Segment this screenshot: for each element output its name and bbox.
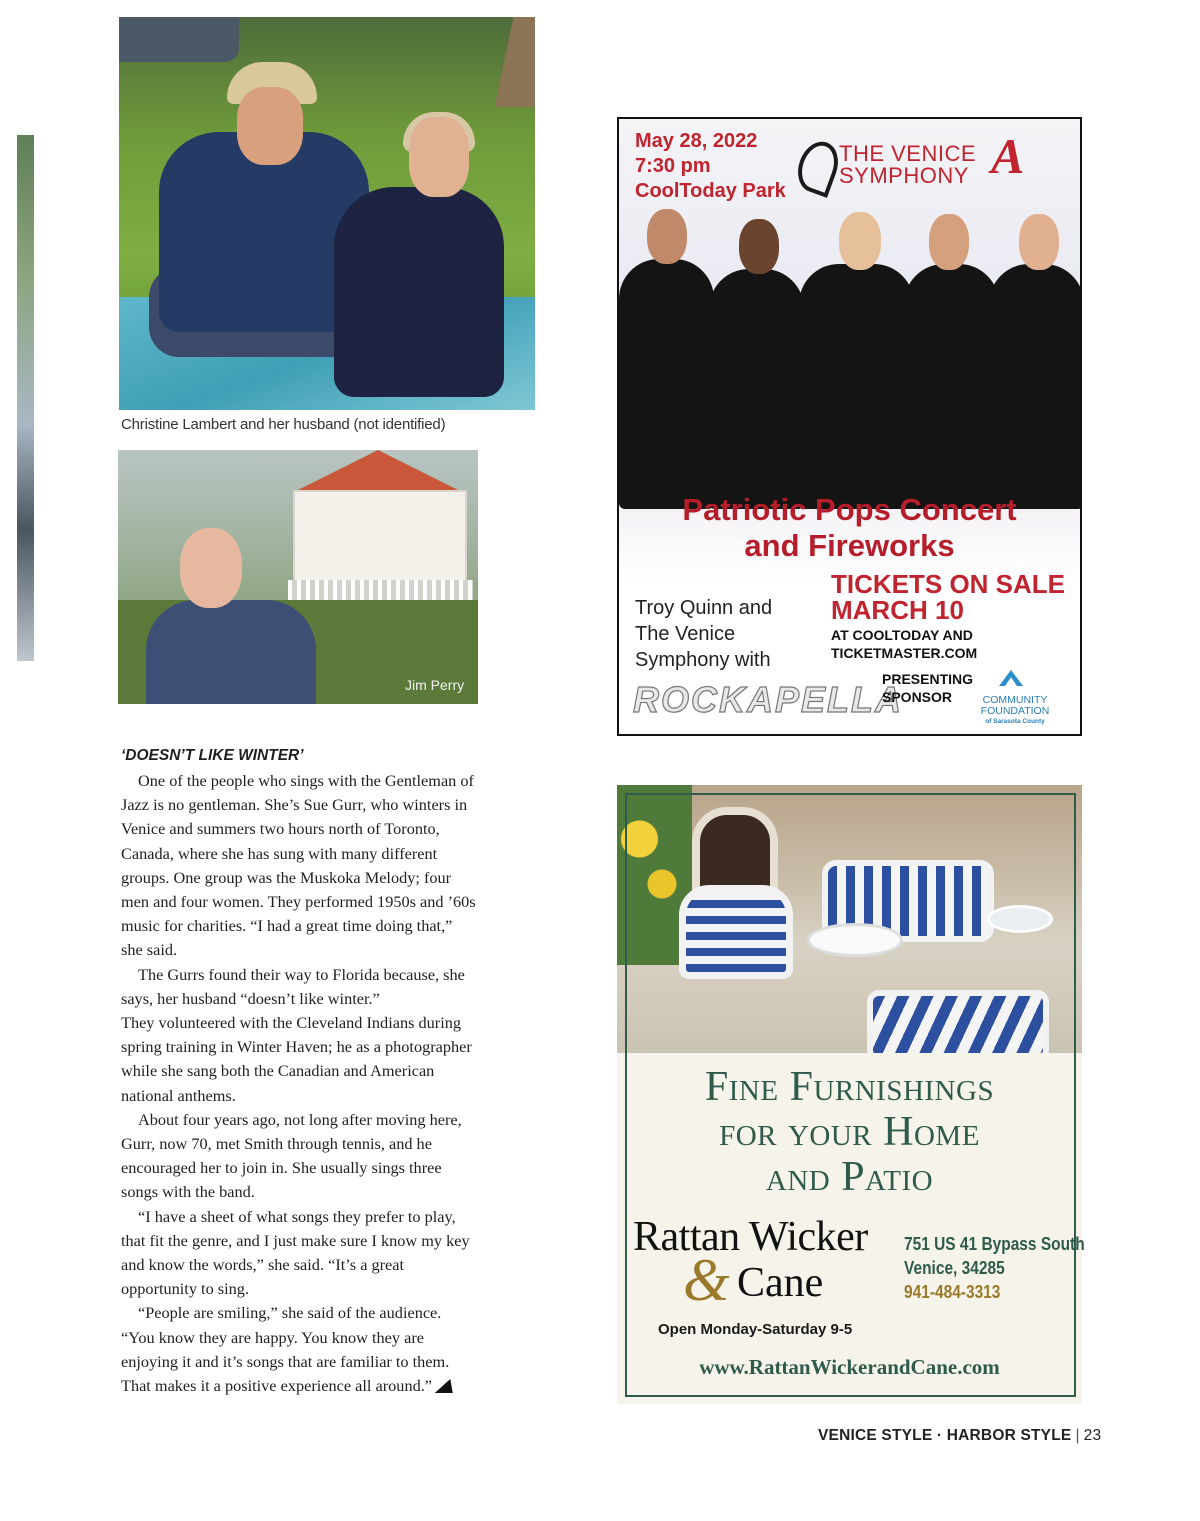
brand-name-line1: Rattan Wicker: [633, 1214, 868, 1260]
photo-credit: Jim Perry: [405, 677, 465, 693]
performers-text: [635, 595, 805, 673]
article-body: [121, 745, 476, 1398]
presenting-line2: SPONSOR: [882, 689, 953, 705]
couple-photo: [119, 17, 535, 410]
section-heading: ‘DOESN’T LIKE WINTER’: [121, 747, 304, 764]
symphony-logo-icon: [791, 136, 844, 198]
article-paragraph: One of the people who sings with the Gentleman of Jazz is no gentleman. She’s Sue Gurr, who winters in Venice and summers two hours north of Toronto, Canada, where she has sung with many different groups. One group was the Muskoka Melody; four men and four women. They performed 1950s and ’60s music for charities. “I had a great time doing that,” she said.: [121, 771, 476, 960]
article-paragraph: “I have a sheet of what songs they prefer to play, that fit the genre, and I just make sure I know my key and know the words,” she said. “It’s a great opportunity to sing.: [121, 1206, 470, 1299]
performers-line1: Troy Quinn and: [635, 597, 773, 619]
photo-caption: Christine Lambert and her husband (not identified): [121, 416, 446, 433]
address-line1: 751 US 41 Bypass South: [904, 1234, 1085, 1254]
title-line1: Fine Furnishings: [704, 1064, 995, 1110]
event-date-block: [635, 129, 786, 204]
address-line2: Venice, 34285: [904, 1258, 1005, 1278]
singers-photo: [619, 204, 1080, 504]
store-website: www.RattanWickerandCane.com: [699, 1355, 1000, 1379]
rockapella-logo: ROCKAPELLA: [633, 679, 903, 720]
symphony-name-line1: THE VENICE: [839, 141, 977, 166]
sponsor-line1: COMMUNITY: [982, 694, 1048, 706]
performers-line2: The Venice: [635, 623, 736, 645]
outlets-line1: AT COOLTODAY AND: [831, 627, 973, 643]
presenting-sponsor-label: [882, 670, 973, 706]
community-foundation-logo: [975, 695, 1055, 726]
headline-line1: Patriotic Pops Concert: [682, 492, 1017, 527]
palm-a-logo-icon: A: [991, 128, 1025, 184]
brand-ampersand: &: [683, 1247, 730, 1313]
ticket-outlets: [831, 626, 977, 662]
furniture-ad: [617, 785, 1085, 1404]
footer-separator: |: [1075, 1427, 1080, 1444]
event-date: May 28, 2022: [635, 130, 758, 152]
store-hours: Open Monday-Saturday 9-5: [658, 1321, 853, 1338]
presenting-line1: PRESENTING: [882, 671, 974, 687]
community-foundation-logo-icon: [999, 670, 1023, 686]
page-number: 23: [1083, 1427, 1102, 1444]
furniture-ad-title: [617, 1065, 1082, 1200]
article-paragraph: The Gurrs found their way to Florida because, she says, her husband “doesn’t like winter.”: [121, 964, 465, 1008]
end-mark-icon: [435, 1379, 460, 1393]
article-paragraph: They volunteered with the Cleveland Indians during spring training in Winter Haven; he as a photographer while she sang both the Canadian and American national anthems.: [121, 1013, 472, 1105]
sponsor-line3: of Sarasota County: [985, 718, 1045, 725]
outlets-line2: TICKETMASTER.COM: [831, 645, 978, 661]
store-address: [904, 1232, 1085, 1304]
symphony-name-line2: SYMPHONY: [839, 163, 969, 188]
event-venue: CoolToday Park: [635, 180, 786, 202]
article-paragraph: About four years ago, not long after moving here, Gurr, now 70, met Smith through tennis, and he encouraged her to join in. She usually sings three songs with the band.: [121, 1109, 462, 1202]
publication-name: VENICE STYLE · HARBOR STYLE: [818, 1427, 1072, 1444]
previous-page-edge: [17, 135, 34, 661]
tickets-line1: TICKETS ON SALE: [831, 569, 1066, 599]
event-time: 7:30 pm: [635, 155, 711, 177]
title-line3: and Patio: [765, 1154, 934, 1200]
title-line2: for your Home: [719, 1109, 980, 1155]
concert-headline: [619, 492, 1080, 564]
store-phone: 941-484-3313: [904, 1282, 1001, 1302]
headline-line2: and Fireworks: [744, 528, 955, 563]
brand-name-line2: Cane: [737, 1260, 824, 1306]
page-footer: [818, 1427, 1101, 1445]
symphony-ad: [617, 117, 1082, 736]
performers-line3: Symphony with: [635, 649, 771, 671]
symphony-name: [839, 143, 976, 187]
tickets-on-sale: [831, 571, 1065, 623]
sponsor-line2: FOUNDATION: [980, 705, 1050, 717]
article-paragraph-last: [121, 1301, 476, 1398]
article-paragraph-text: “People are smiling,” she said of the audience. “You know they are happy. You know they are enjoying it and it’s songs that are familiar to them. That makes it a positive experience all around.”: [121, 1303, 450, 1396]
gazebo-photo: [118, 450, 478, 704]
tickets-line2: MARCH 10: [831, 595, 964, 625]
